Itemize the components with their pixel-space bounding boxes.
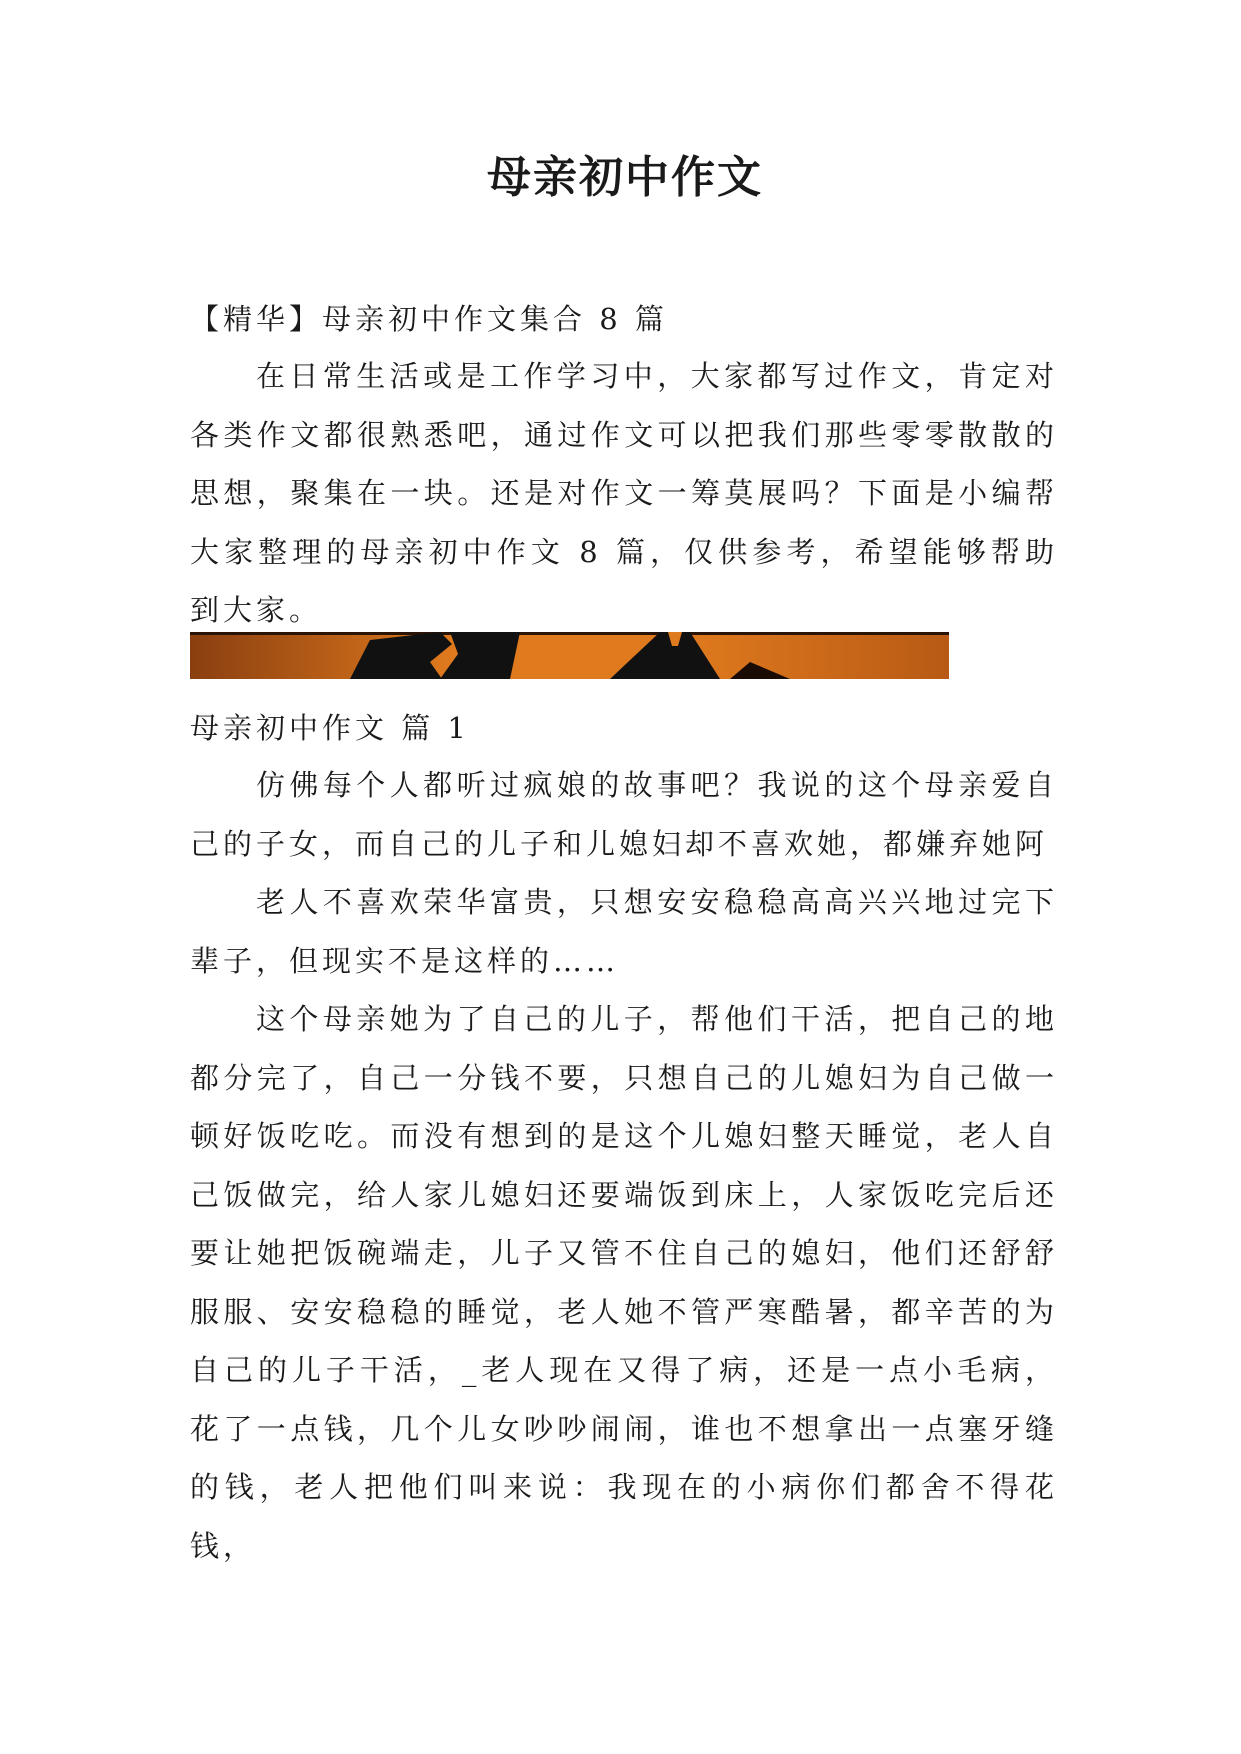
section-heading: 母亲初中作文 篇 1	[190, 711, 470, 745]
body-paragraph: 这个母亲她为了自己的儿子，帮他们干活，把自己的地都分完了，自己一分钱不要，只想自己的儿媳妇为自己做一顿好饭吃吃。而没有想到的是这个儿媳妇整天睡觉，老人自己饭做完，给人家儿媳妇还要端饭到床上，人家饭吃完后还要让她把饭碗端走，儿子又管不住自己的媳妇，他们还舒舒服服、安安稳稳的睡觉，老人她不管严寒酷暑，都辛苦的为自己的儿子干活，_老人现在又得了病，还是一点小毛病，花了一点钱，几个儿女吵吵闹闹，谁也不想拿出一点塞牙缝的钱，老人把他们叫来说：我现在的小病你们都舍不得花钱，	[190, 1002, 1058, 1563]
banner-image	[190, 632, 949, 679]
document-subtitle: 【精华】母亲初中作文集合 8 篇	[190, 302, 668, 336]
intro-paragraph: 在日常生活或是工作学习中，大家都写过作文，肯定对各类作文都很熟悉吧，通过作文可以把我们那些零零散散的思想，聚集在一块。还是对作文一筹莫展吗？下面是小编帮大家整理的母亲初中作文 8 篇，仅供参考，希望能够帮助到大家。	[190, 359, 1058, 627]
body-paragraph: 老人不喜欢荣华富贵，只想安安稳稳高高兴兴地过完下辈子，但现实不是这样的……	[190, 885, 1058, 978]
document-title: 母亲初中作文	[487, 152, 763, 203]
banner-graphic	[190, 632, 949, 679]
body-paragraph: 仿佛每个人都听过疯娘的故事吧？我说的这个母亲爱自己的子女，而自己的儿子和儿媳妇却不喜欢她，都嫌弃她阿	[190, 768, 1058, 861]
article-body	[190, 756, 1058, 1575]
